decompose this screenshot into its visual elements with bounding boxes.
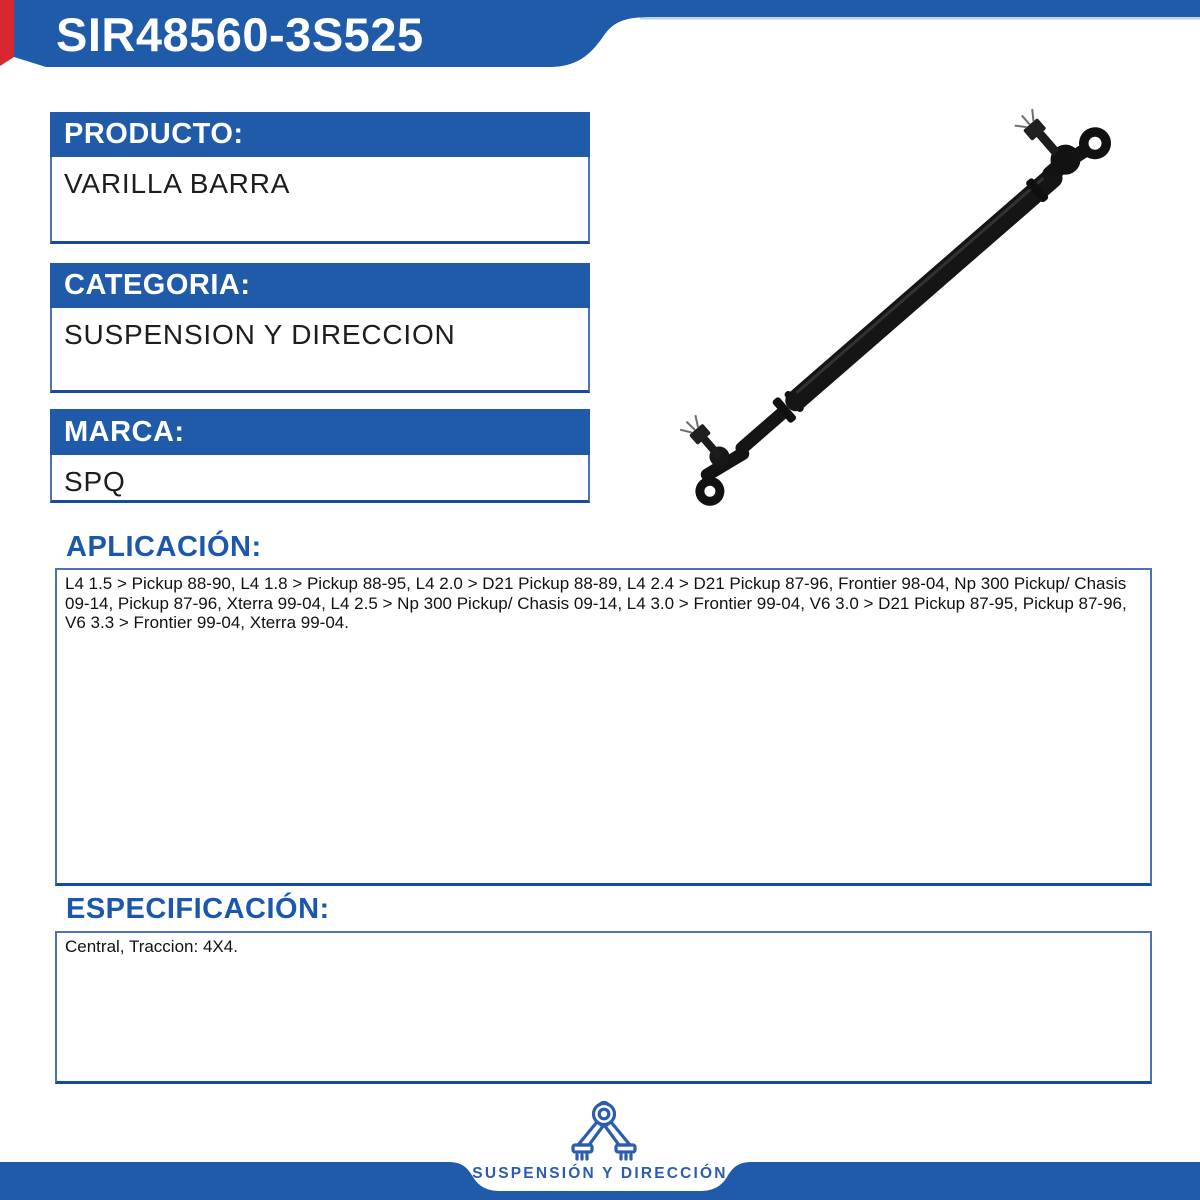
field-marca-label: MARCA: [50, 409, 590, 455]
field-categoria-box [50, 308, 590, 393]
field-marca-value: SPQ [64, 466, 126, 497]
field-marca-box [50, 455, 590, 503]
aplicacion-box [55, 568, 1152, 886]
field-producto-box [50, 157, 590, 244]
especificacion-text: Central, Traccion: 4X4. [65, 937, 238, 956]
control-arm-icon [562, 1100, 646, 1164]
field-producto-label: PRODUCTO: [50, 112, 590, 157]
footer-tagline: SUSPENSIÓN Y DIRECCIÓN [472, 1165, 728, 1182]
field-categoria-value: SUSPENSION Y DIRECCION [64, 319, 456, 350]
field-marca [50, 409, 590, 503]
especificacion-title: ESPECIFICACIÓN: [66, 893, 330, 925]
field-producto-value: VARILLA BARRA [64, 168, 291, 199]
aplicacion-text: L4 1.5 > Pickup 88-90, L4 1.8 > Pickup 88-95, L4 2.0 > D21 Pickup 88-89, L4 2.4 > D21 Pickup 87-96, Frontier 98-04, Np 300 Pickup/ Chasis 09-14, Pickup 87-96, Xterra 99-04, L4 2.5 > Np 300 Pickup/ Chasis 09-14, L4 3.0 > Frontier 99-04, V6 3.0 > D21 Pickup 87-95, Pickup 87-96, V6 3.3 > Frontier 99-04, Xterra 99-04. [65, 574, 1127, 632]
field-producto [50, 112, 590, 244]
aplicacion-title: APLICACIÓN: [66, 531, 262, 563]
especificacion-box [55, 931, 1152, 1084]
banner-red-accent [0, 0, 14, 66]
part-number: SIR48560-3S525 [56, 8, 424, 61]
field-categoria [50, 263, 590, 393]
field-categoria-label: CATEGORIA: [50, 263, 590, 308]
center-link-tie-rod-image [640, 80, 1160, 520]
